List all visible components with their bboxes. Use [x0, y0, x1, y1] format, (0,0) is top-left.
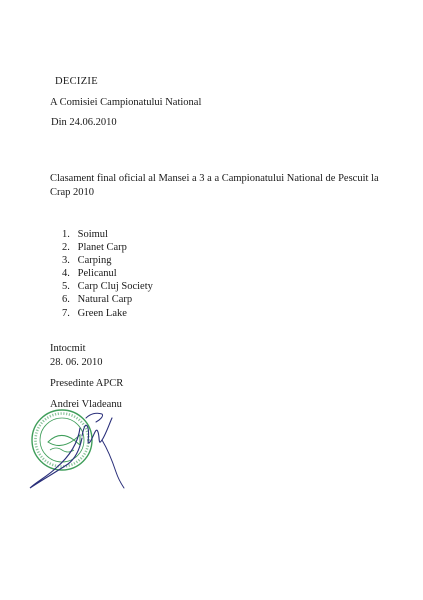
round-stamp-icon	[32, 410, 92, 470]
team-name: Planet Carp	[77, 242, 127, 254]
ranking-number: 7.	[62, 307, 70, 319]
ranking-number: 1.	[62, 229, 70, 240]
team-name: Carping	[77, 255, 112, 267]
ranking-item	[62, 267, 153, 280]
ranking-item	[62, 307, 153, 320]
decision-date: Din 24.06.2010	[51, 117, 117, 128]
ranking-number: 2.	[62, 242, 70, 254]
ranking-number: 6.	[62, 294, 70, 306]
president-name: Andrei Vladeanu	[50, 399, 122, 410]
ranking-number: 5.	[62, 281, 70, 293]
team-name: Natural Carp	[77, 294, 133, 306]
issuer-line: A Comisiei Campionatului National	[50, 97, 202, 108]
ranking-item	[62, 228, 153, 241]
ranking-item	[62, 280, 153, 293]
ranking-list	[62, 228, 153, 320]
team-name: Carp Cluj Society	[77, 281, 153, 293]
team-name: Pelicanul	[77, 268, 117, 280]
drafted-label: Intocmit	[50, 343, 86, 354]
ranking-number: 3.	[62, 255, 70, 267]
ranking-item	[62, 241, 153, 254]
ranking-intro: Clasament final oficial al Mansei a 3 a a Campionatului National de Pescuit la Crap 2010	[50, 173, 379, 198]
ranking-number: 4.	[62, 268, 70, 280]
document-title: DECIZIE	[55, 76, 98, 87]
drafted-date: 28. 06. 2010	[50, 357, 103, 368]
team-name: Soimul	[77, 229, 108, 240]
ranking-item	[62, 254, 153, 267]
team-name: Green Lake	[77, 307, 127, 319]
official-seal-with-signature-icon	[20, 398, 130, 493]
president-title: Presedinte APCR	[50, 378, 124, 389]
ranking-item	[62, 293, 153, 306]
